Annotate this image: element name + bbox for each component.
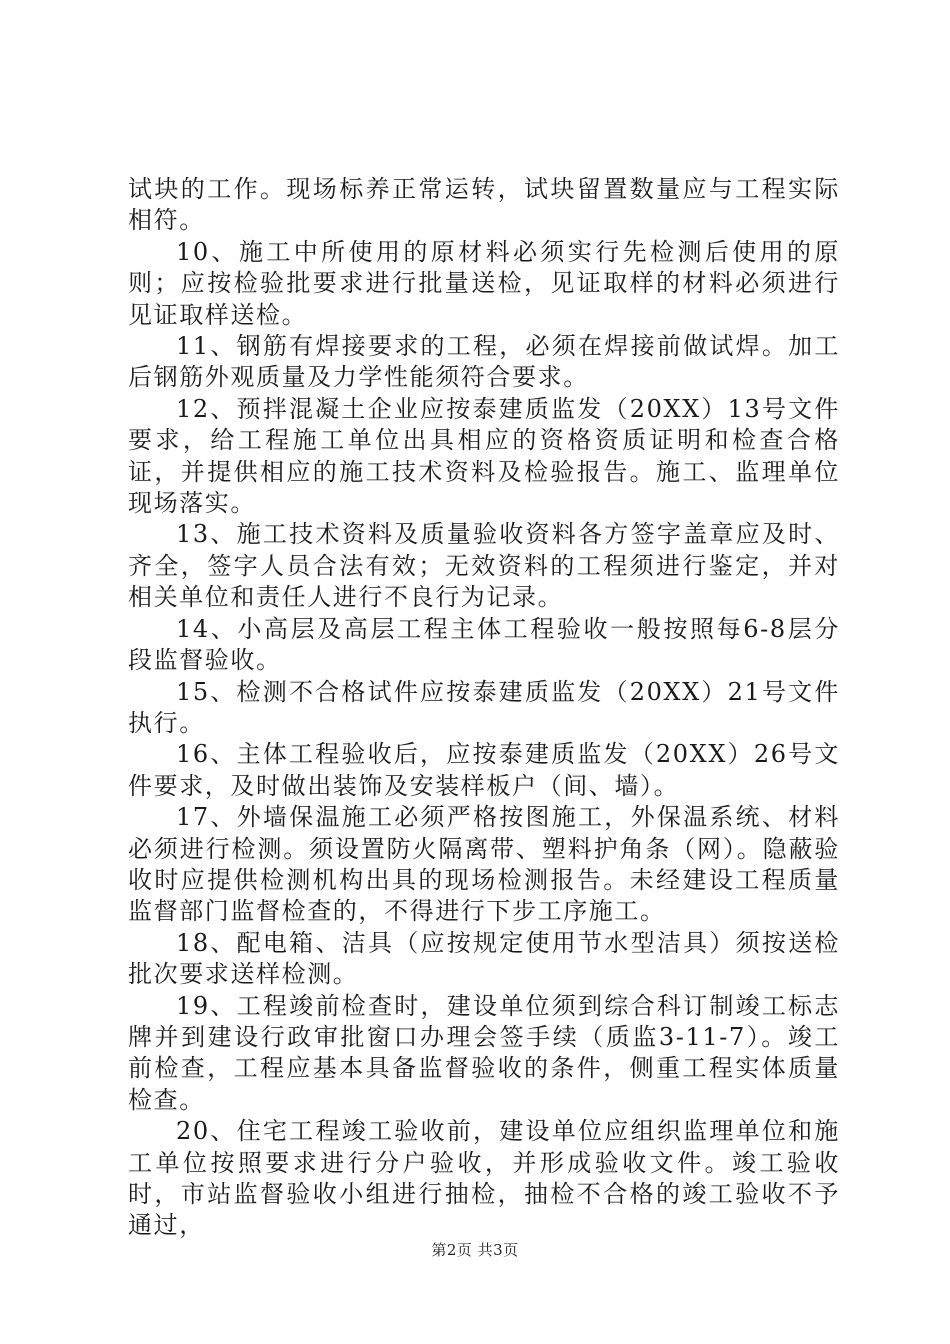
page-number-footer: 第2页 共3页: [431, 1241, 519, 1259]
paragraph-continuation: 试块的工作。现场标养正常运转，试块留置数量应与工程实际相符。: [128, 175, 840, 235]
paragraph-item-19: 19、工程竣前检查时，建设单位须到综合科订制竣工标志牌并到建设行政审批窗口办理会签手续（质监3-11-7）。竣工前检查，工程应基本具备监督验收的条件，侧重工程实体质量检查。: [128, 991, 840, 1114]
document-body: [128, 174, 840, 1242]
paragraph-item-15: 15、检测不合格试件应按泰建质监发（20XX）21号文件执行。: [128, 677, 840, 737]
paragraph-item-16: 16、主体工程验收后，应按泰建质监发（20XX）26号文件要求，及时做出装饰及安装样板户（间、墙）。: [128, 740, 840, 800]
paragraph-item-11: 11、钢筋有焊接要求的工程，必须在焊接前做试焊。加工后钢筋外观质量及力学性能须符合要求。: [128, 332, 840, 392]
paragraph-item-12: 12、预拌混凝土企业应按泰建质监发（20XX）13号文件要求，给工程施工单位出具相应的资格资质证明和检查合格证，并提供相应的施工技术资料及检验报告。施工、监理单位现场落实。: [128, 394, 840, 518]
paragraph-item-20: 20、住宅工程竣工验收前，建设单位应组织监理单位和施工单位按照要求进行分户验收，并形成验收文件。竣工验收时，市站监督验收小组进行抽检，抽检不合格的竣工验收不予通过，: [128, 1117, 840, 1240]
paragraph-item-18: 18、配电箱、洁具（应按规定使用节水型洁具）须按送检批次要求送样检测。: [128, 928, 840, 989]
paragraph-item-10: 10、施工中所使用的原材料必须实行先检测后使用的原则；应按检验批要求进行批量送检，见证取样的材料必须进行见证取样送检。: [128, 237, 840, 329]
paragraph-item-14: 14、小高层及高层工程主体工程验收一般按照每6-8层分段监督验收。: [128, 614, 840, 675]
paragraph-item-13: 13、施工技术资料及质量验收资料各方签字盖章应及时、齐全，签字人员合法有效；无效资料的工程须进行鉴定，并对相关单位和责任人进行不良行为记录。: [128, 520, 840, 612]
paragraph-item-17: 17、外墙保温施工必须严格按图施工，外保温系统、材料必须进行检测。须设置防火隔离带、塑料护角条（网）。隐蔽验收时应提供检测机构出具的现场检测报告。未经建设工程质量监督部门监督检查的，不得进行下步工序施工。: [128, 803, 840, 926]
